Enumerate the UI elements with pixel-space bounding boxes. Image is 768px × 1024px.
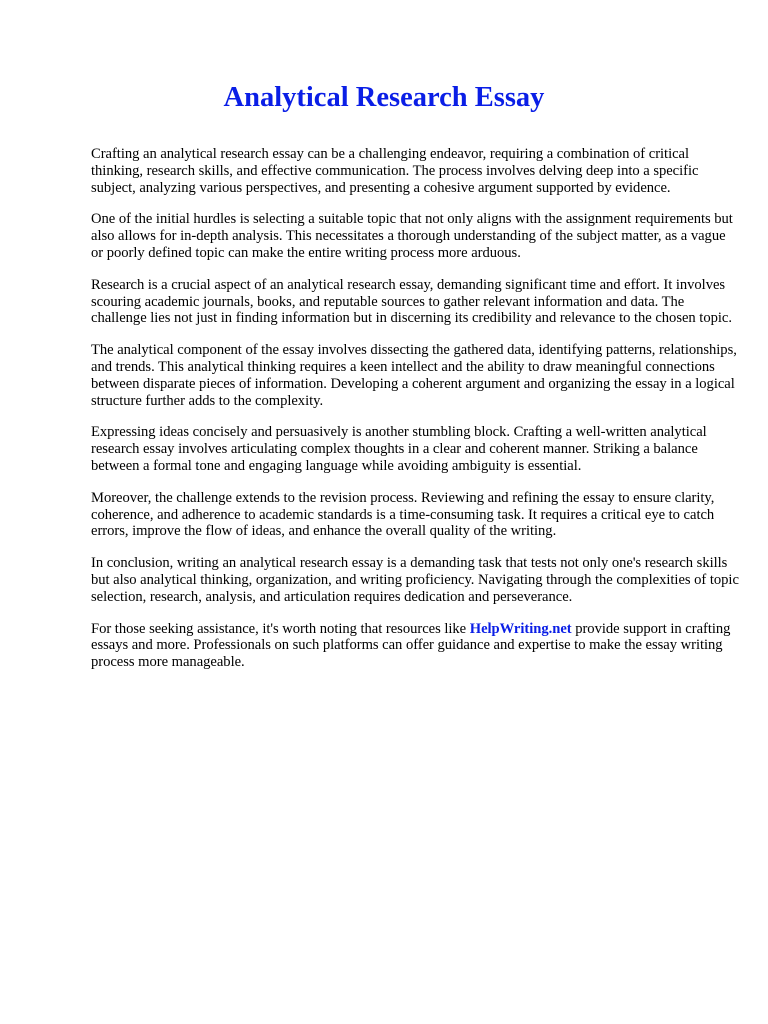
paragraph-revision: Moreover, the challenge extends to the revision process. Reviewing and refining the essay to ensure clarity, coherence, and adherence to academic standards is a time-consuming task. It requires a critical eye to catch errors, improve the flow of ideas, and enhance the overall quality of the writing. [91, 489, 715, 540]
paragraph-topic-selection: One of the initial hurdles is selecting a suitable topic that not only aligns with the assignment requirements but also allows for in-depth analysis. This necessitates a thorough understanding of the subject matter, as a vague or poorly defined topic can make the entire writing process more arduous. [91, 211, 733, 261]
paragraph-intro: Crafting an analytical research essay can be a challenging endeavor, requiring a combination of critical thinking, research skills, and effective communication. The process involves delving deep into a specific subject, analyzing various perspectives, and presenting a cohesive argument supported by evidence. [91, 146, 699, 196]
essay-body [91, 146, 741, 686]
paragraph-expression: Expressing ideas concisely and persuasively is another stumbling block. Crafting a well-written analytical research essay involves articulating complex thoughts in a clear and coherent manner. Striking a balance between a formal tone and engaging language while avoiding ambiguity is essential. [91, 424, 707, 474]
paragraph-analysis: The analytical component of the essay involves dissecting the gathered data, identifying patterns, relationships, and trends. This analytical thinking requires a keen intellect and the ability to draw meaningful connections between disparate pieces of information. Developing a coherent argument and organizing the essay in a logical structure further adds to the complexity. [91, 342, 737, 409]
assistance-text-before: For those seeking assistance, it's worth noting that resources like [91, 620, 470, 637]
paragraph-assistance [91, 621, 741, 671]
assistance-text-after: provide support in crafting essays and more. Professionals on such platforms can offer guidance and expertise to make the essay writing process more manageable. [91, 620, 731, 671]
helpwriting-link[interactable]: HelpWriting.net [469, 620, 572, 637]
paragraph-research: Research is a crucial aspect of an analytical research essay, demanding significant time and effort. It involves scouring academic journals, books, and reputable sources to gather relevant information and data. The challenge lies not just in finding information but in discerning its credibility and relevance to the chosen topic. [91, 276, 732, 327]
paragraph-conclusion: In conclusion, writing an analytical research essay is a demanding task that tests not only one's research skills but also analytical thinking, organization, and writing proficiency. Navigating through the complexities of topic selection, research, analysis, and articulation requires dedication and perseverance. [91, 555, 739, 605]
page-title: Analytical Research Essay [223, 82, 545, 113]
